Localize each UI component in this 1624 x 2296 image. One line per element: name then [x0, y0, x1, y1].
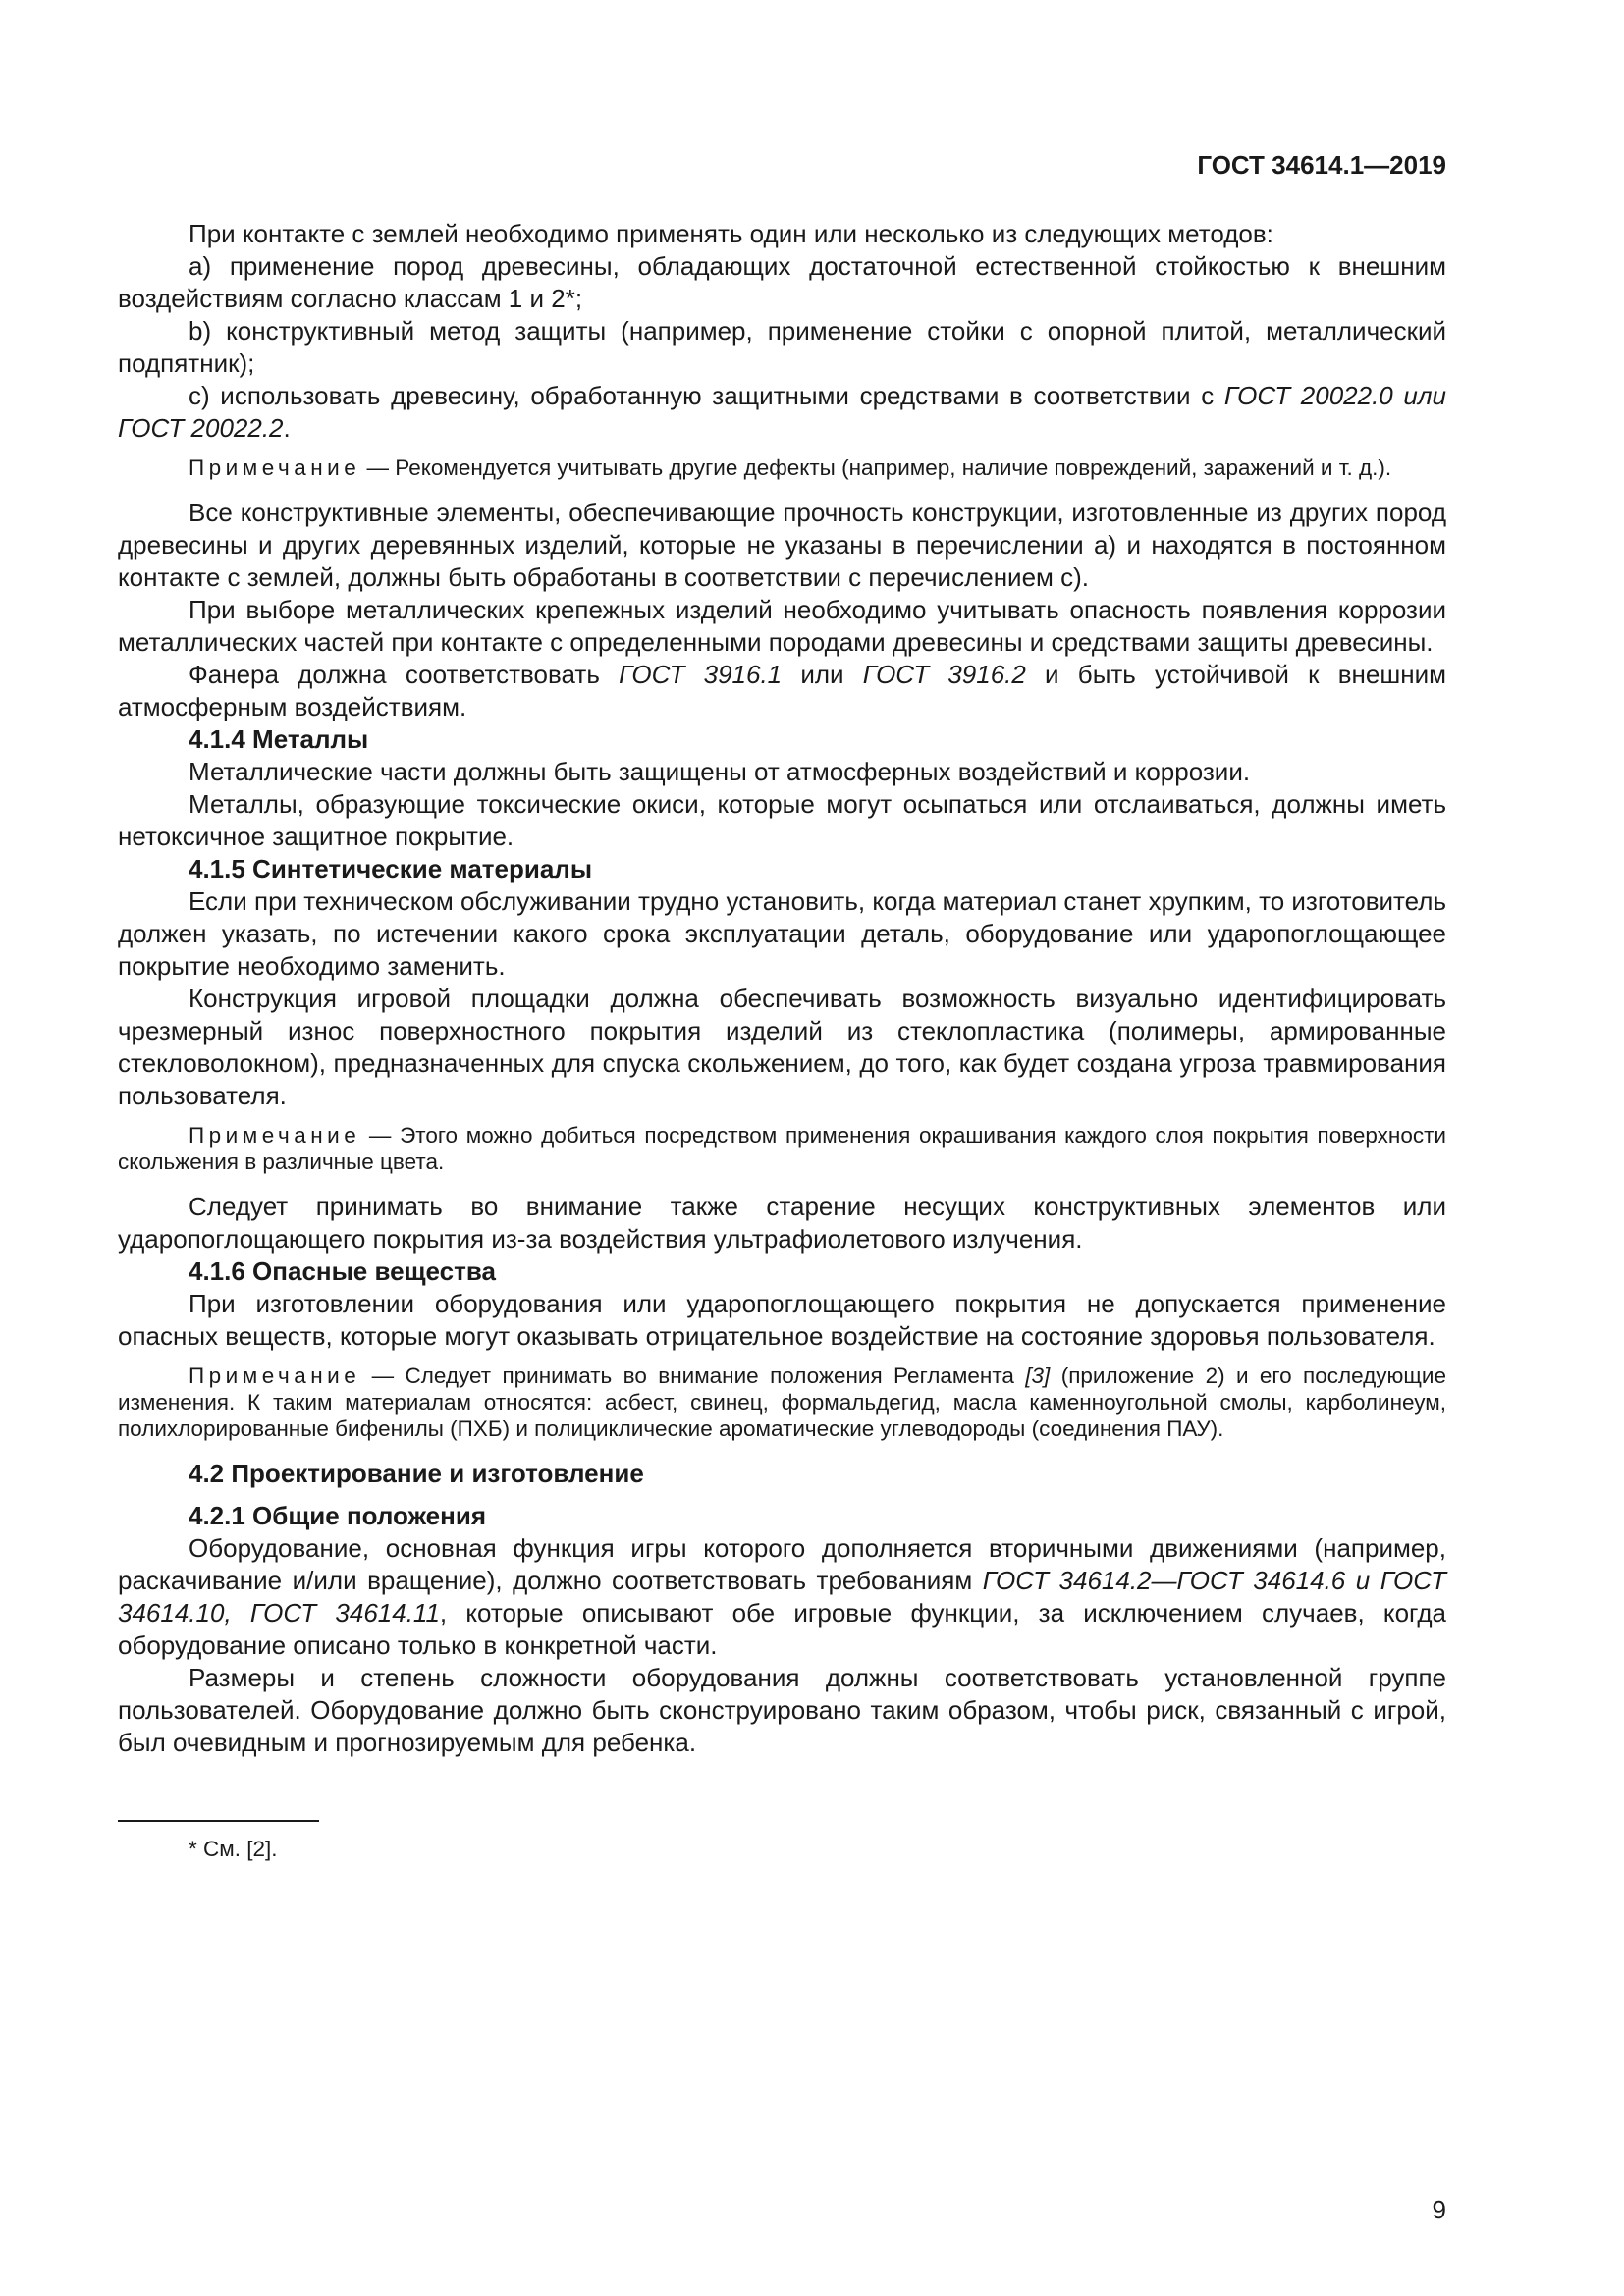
section-heading-4-2: 4.2 Проектирование и изготовление [189, 1459, 644, 1488]
paragraph: Если при техническом обслуживании трудно установить, когда материал станет хрупким, то изготовитель должен указать, по истечении какого срока эксплуатации деталь, оборудование или ударопоглощающее покрытие необходимо заменить. [118, 886, 1446, 981]
standard-reference: ГОСТ 34614.2—ГОСТ 34614.6 и ГОСТ 34614.10, ГОСТ 34614.11 [118, 1566, 1446, 1628]
section-heading-4-1-6: 4.1.6 Опасные вещества [189, 1256, 496, 1286]
footnote-separator [118, 1820, 319, 1822]
document-page [118, 147, 1446, 2228]
list-item-a: а) применение пород древесины, обладающих достаточной естественной стойкостью к внешним воздействиям согласно классам 1 и 2*; [118, 251, 1446, 313]
paragraph [118, 659, 1446, 723]
section-heading-4-2-1: 4.2.1 Общие положения [189, 1501, 486, 1530]
text-run: или [782, 660, 863, 689]
paragraph [118, 1532, 1446, 1662]
paragraph: Следует принимать во внимание также старение несущих конструктивных элементов или ударопоглощающего покрытия из-за воздействия ультрафиолетового излучения. [118, 1192, 1446, 1254]
regulation-reference: [3] [1025, 1363, 1051, 1388]
document-code-header: ГОСТ 34614.1—2019 [1197, 150, 1446, 180]
paragraph: Конструкция игровой площадки должна обеспечивать возможность визуально идентифицировать чрезмерный износ поверхностного покрытия изделий из стеклопластика (полимеры, армированные стекловолокном), предназначенных для спуска скольжением, до того, как будет создана угроза травмирования пользователя. [118, 984, 1446, 1110]
note-label: Примечание [189, 1123, 361, 1148]
text-run: . [283, 413, 291, 443]
standard-reference: ГОСТ 20022.0 или ГОСТ 20022.2 [118, 381, 1446, 443]
list-item-c [118, 380, 1446, 445]
paragraph: Размеры и степень сложности оборудования должны соответствовать установленной группе пользователей. Оборудование должно быть сконструировано таким образом, чтобы риск, связанный с игрой, был очевидным и прогнозируемым для ребенка. [118, 1663, 1446, 1757]
text-run: с) использовать древесину, обработанную защитными средствами в соответствии с [189, 381, 1224, 410]
page-number: 9 [1432, 2195, 1446, 2224]
paragraph: Металлические части должны быть защищены от атмосферных воздействий и коррозии. [189, 757, 1251, 786]
paragraph: При выборе металлических крепежных изделий необходимо учитывать опасность появления коррозии металлических частей при контакте с определенными породами древесины и средствами защиты древесины. [118, 595, 1446, 657]
note-text: — Следует принимать во внимание положения Регламента [360, 1363, 1026, 1388]
paragraph: Все конструктивные элементы, обеспечивающие прочность конструкции, изготовленные из других пород древесины и других деревянных изделий, которые не указаны в перечислении а) и находятся в постоянном контакте с землей, должны быть обработаны в соответствии с перечислением с). [118, 498, 1446, 592]
note-label: Примечание [189, 455, 361, 480]
paragraph: При изготовлении оборудования или ударопоглощающего покрытия не допускается применение опасных веществ, которые могут оказывать отрицательное воздействие на состояние здоровья пользователя. [118, 1289, 1446, 1351]
text-run: Оборудование, основная функция игры которого дополняется вторичными движениями (например, раскачивание и/или вращение), должно соответствовать требованиям [118, 1533, 1446, 1595]
footnote: * См. [2]. [189, 1837, 278, 1861]
standard-reference: ГОСТ 3916.2 [862, 660, 1026, 689]
standard-reference: ГОСТ 3916.1 [619, 660, 783, 689]
paragraph: Металлы, образующие токсические окиси, которые могут осыпаться или отслаиваться, должны иметь нетоксичное защитное покрытие. [118, 789, 1446, 851]
note-label: Примечание [189, 1363, 361, 1388]
section-heading-4-1-4: 4.1.4 Металлы [189, 724, 369, 754]
note-text: — Рекомендуется учитывать другие дефекты (например, наличие повреждений, заражений и т. д.). [360, 455, 1392, 480]
note-text: (приложение 2) и его последующие изменения. К таким материалам относятся: асбест, свинец, формальдегид, масла каменноугольной смолы, карболинеум, полихлорированные бифенилы (ПХБ) и полициклические ароматические углеводороды (соединения ПАУ). [118, 1363, 1446, 1441]
note [118, 454, 1446, 481]
note-text: — Этого можно добиться посредством применения окрашивания каждого слоя покрытия поверхности скольжения в различные цвета. [118, 1123, 1446, 1174]
text-run: , которые описывают обе игровые функции, за исключением случаев, когда оборудование описано только в конкретной части. [118, 1598, 1446, 1660]
note [118, 1122, 1446, 1175]
text-run: и быть устойчивой к внешним атмосферным воздействиям. [118, 660, 1446, 721]
paragraph: При контакте с землей необходимо применять один или несколько из следующих методов: [189, 219, 1273, 248]
document-body [118, 218, 1446, 1862]
note [118, 1362, 1446, 1442]
list-item-b: b) конструктивный метод защиты (например, применение стойки с опорной плитой, металлический подпятник); [118, 316, 1446, 378]
text-run: Фанера должна соответствовать [189, 660, 620, 689]
section-heading-4-1-5: 4.1.5 Синтетические материалы [189, 854, 593, 883]
